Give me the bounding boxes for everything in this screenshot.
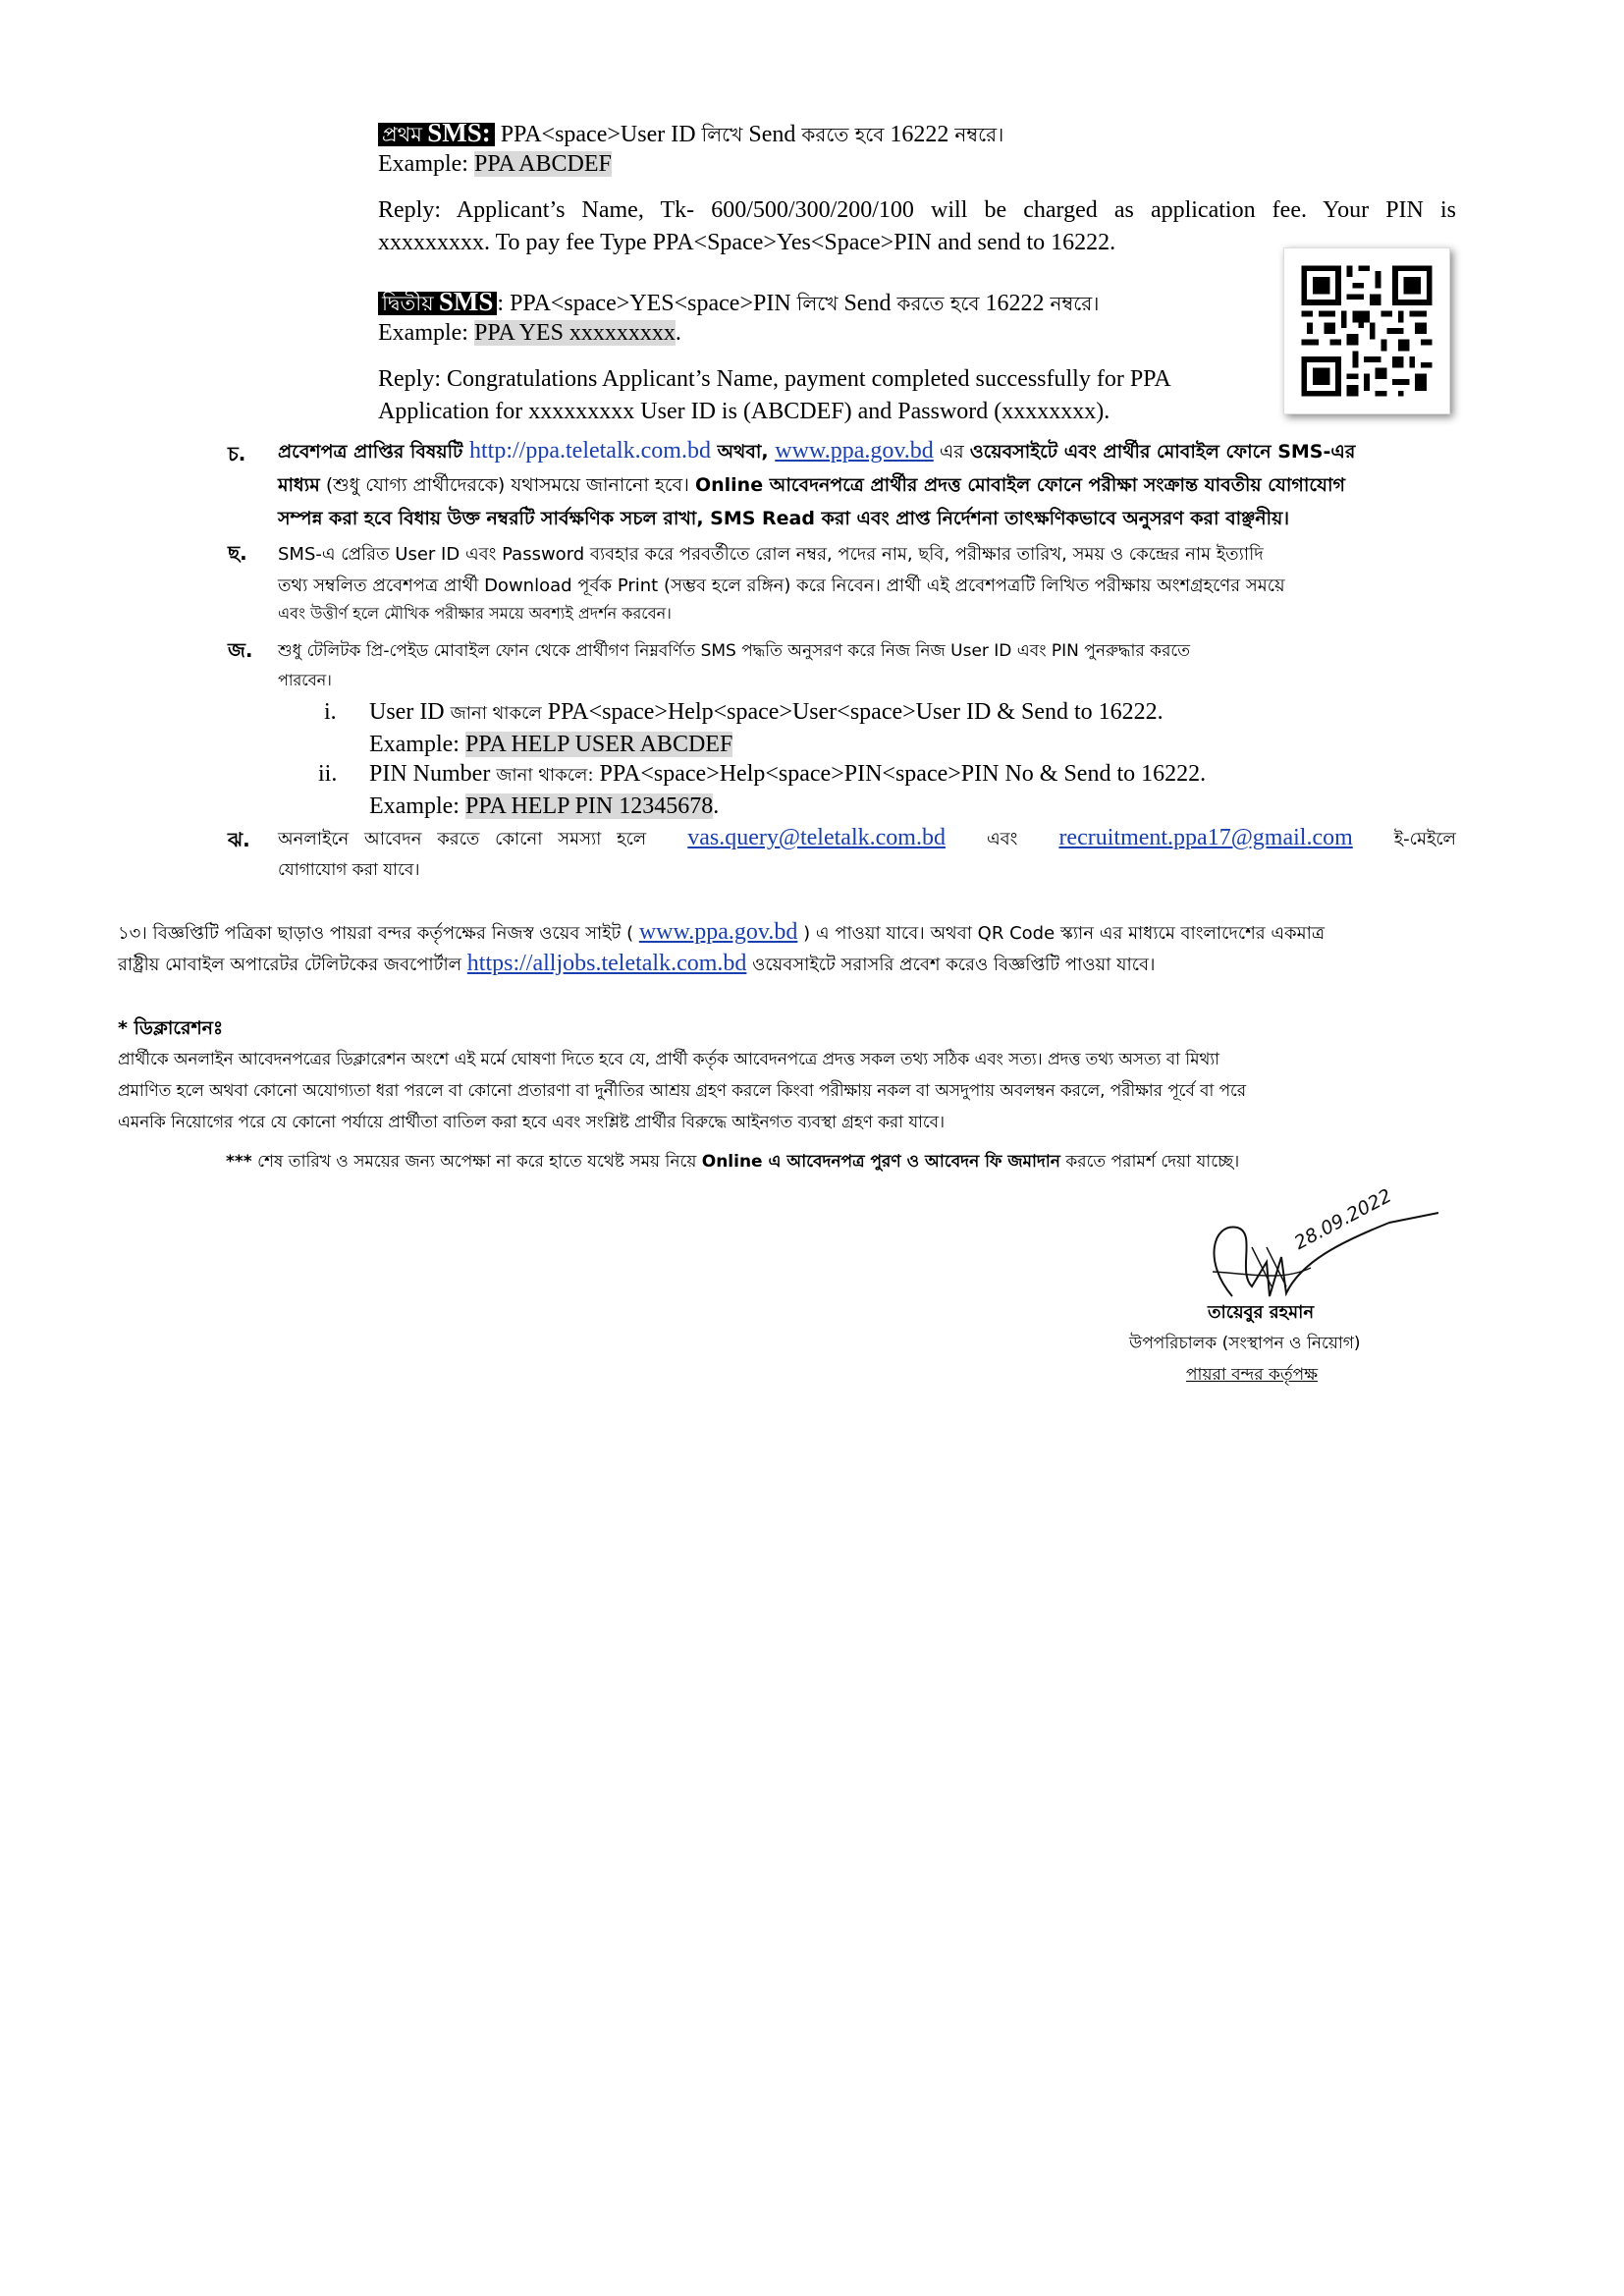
item-cha-line1: প্রবেশপত্র প্রাপ্তির বিষয়টি http://ppa.teletalk.com.bd অথবা, www.ppa.gov.bd এর ওয়েবসাইটে এবং প্রার্থীর মোবাইল ফোনে SMS-এর (278, 438, 1356, 464)
ppa-gmail-link[interactable]: recruitment.ppa17@gmail.com (1058, 825, 1353, 850)
item-jha-line2: যোগাযোগ করা যাবে। (278, 860, 420, 880)
sub-i-example-value: PPA HELP USER ABCDEF (464, 732, 733, 757)
ppa-gov-link[interactable]: www.ppa.gov.bd (775, 438, 934, 464)
qr-code-icon[interactable] (1283, 247, 1450, 414)
item-cha-marker: চ. (228, 442, 246, 465)
item-ja-marker: জ. (228, 638, 253, 662)
sub-ii-example-value: PPA HELP PIN 12345678 (464, 793, 714, 819)
para-13-line1: ১৩। বিজ্ঞপ্তিটি পত্রিকা ছাড়াও পায়রা বন্দর কর্তৃপক্ষের নিজস্ব ওয়েব সাইট ( www.ppa.gov.bd ) এ পাওয়া যাবে। অথবা QR Code স্ক্যান এর মাধ্যমে বাংলাদেশের একমাত্র (118, 919, 1326, 945)
sms-first-reply-line2: xxxxxxxxx. To pay fee Type PPA<Space>Yes<Space>PIN and send to 16222. (378, 230, 1116, 255)
item-ja-sub-i-example: Example: PPA HELP USER ABCDEF (369, 732, 733, 757)
signatory-designation: উপপরিচালক (সংস্থাপন ও নিয়োগ) (1129, 1334, 1361, 1353)
item-ja-sub-i-marker: i. (324, 699, 337, 725)
item-ja-line1: শুধু টেলিটক প্রি-পেইড মোবাইল ফোন থেকে প্রার্থীগণ নিম্নবর্ণিত SMS পদ্ধতি অনুসরণ করে নিজ নিজ User ID এবং PIN পুনরুদ্ধার করতে (278, 641, 1191, 661)
item-ja-sub-i: User ID জানা থাকলে PPA<space>Help<space>User<space>User ID & Send to 16222. (369, 699, 1164, 725)
sms-first-reply-line1: Reply: Applicant’s Name, Tk- 600/500/300/200/100 will be charged as application fee. Your PIN is (378, 197, 1456, 223)
item-ja-sub-ii: PIN Number জানা থাকলে: PPA<space>Help<space>PIN<space>PIN No & Send to 16222. (369, 761, 1207, 787)
sms-second-label: দ্বিতীয় SMS (378, 292, 497, 315)
sms-first-example: Example: PPA ABCDEF (378, 151, 612, 177)
sms-first-example-value: PPA ABCDEF (473, 151, 612, 177)
declaration-line3: এমনকি নিয়োগের পরে যে কোনো পর্যায়ে প্রার্থীতা বাতিল করা হবে এবং সংশ্লিষ্ট প্রার্থীর বিরুদ্ধে আইনগত ব্যবস্থা গ্রহণ করা যাবে। (118, 1112, 945, 1131)
advice-line: *** শেষ তারিখ ও সময়ের জন্য অপেক্ষা না করে হাতে যথেষ্ট সময় নিয়ে Online এ আবেদনপত্র পুরণ ও আবেদন ফি জমাদান করতে পরামর্শ দেয়া যাচ্ছে। (226, 1152, 1240, 1172)
declaration-heading: * ডিক্লারেশনঃ (118, 1017, 224, 1039)
sms-first-label: প্রথম SMS: (378, 123, 495, 146)
ppa-website-link[interactable]: www.ppa.gov.bd (638, 919, 798, 945)
item-chha-line2: তথ্য সম্বলিত প্রবেশপত্র প্রার্থী Download পূর্বক Print (সম্ভব হলে রঙ্গিন) করে নিবেন। প্রার্থী এই প্রবেশপত্রটি লিখিত পরীক্ষায় অংশগ্রহণের সময়ে (278, 575, 1285, 596)
signatory-name: তায়েবুর রহমান (1208, 1302, 1315, 1323)
sms-second-example: Example: PPA YES xxxxxxxxx. (378, 320, 681, 346)
sms-first-instruction: প্রথম SMS: PPA<space>User ID লিখে Send করতে হবে 16222 নম্বরে। (378, 118, 1003, 153)
para-13-line2: রাষ্ট্রীয় মোবাইল অপারেটর টেলিটকের জবপোর্টাল https://alljobs.teletalk.com.bd ওয়েবসাইটে সরাসরি প্রবেশ করেও বিজ্ঞপ্তিটি পাওয়া যাবে। (118, 951, 1156, 976)
item-jha-marker: ঝ. (228, 828, 250, 851)
item-cha-line3: সম্পন্ন করা হবে বিধায় উক্ত নম্বরটি সার্বক্ষণিক সচল রাখা, SMS Read করা এবং প্রাপ্ত নির্দেশনা তাৎক্ষণিকভাবে অনুসরণ করা বাঞ্ছনীয়। (278, 508, 1290, 529)
ppa-teletalk-link[interactable]: http://ppa.teletalk.com.bd (469, 438, 711, 464)
signature-date: 28.09.2022 (1290, 1184, 1396, 1254)
item-chha-marker: ছ. (228, 541, 247, 565)
item-jha-line1: অনলাইনে আবেদন করতে কোনো সমস্যা হলে vas.query@teletalk.com.bd এবং recruitment.ppa17@gmail.com ই-মেইলে (278, 825, 1456, 850)
sms-second-instruction: দ্বিতীয় SMS : PPA<space>YES<space>PIN লিখে Send করতে হবে 16222 নম্বরে। (378, 287, 1099, 322)
item-chha-line1: SMS-এ প্রেরিত User ID এবং Password ব্যবহার করে পরবর্তীতে রোল নম্বর, পদের নাম, ছবি, পরীক্ষার তারিখ, সময় ও কেন্দ্রের নাম ইত্যাদি (278, 544, 1264, 565)
sms-second-reply-line1: Reply: Congratulations Applicant’s Name, payment completed successfully for PPA (378, 366, 1171, 392)
declaration-line1: প্রার্থীকে অনলাইন আবেদনপত্রের ডিক্লারেশন অংশে এই মর্মে ঘোষণা দিতে হবে যে, প্রার্থী কর্তৃক আবেদনপত্রে প্রদত্ত সকল তথ্য সঠিক এবং সত্য। প্রদত্ত তথ্য অসত্য বা মিথ্যা (118, 1049, 1219, 1068)
item-ja-line2: পারবেন। (278, 671, 332, 689)
teletalk-email-link[interactable]: vas.query@teletalk.com.bd (687, 825, 946, 850)
item-cha-line2: মাধ্যম (শুধু যোগ্য প্রার্থীদেরকে) যথাসময়ে জানানো হবে। Online আবেদনপত্রে প্রার্থীর প্রদত্ত মোবাইল ফোনে পরীক্ষা সংক্রান্ত যাবতীয় যোগাযোগ (278, 474, 1345, 496)
item-ja-sub-ii-example: Example: PPA HELP PIN 12345678. (369, 793, 720, 819)
sms-second-reply-line2: Application for xxxxxxxxx User ID is (ABCDEF) and Password (xxxxxxxx). (378, 399, 1110, 424)
signatory-organization: পায়রা বন্দর কর্তৃপক্ষ (1186, 1365, 1318, 1385)
alljobs-teletalk-link[interactable]: https://alljobs.teletalk.com.bd (466, 951, 747, 976)
sms-second-example-value: PPA YES xxxxxxxxx (473, 320, 676, 346)
declaration-line2: প্রমাণিত হলে অথবা কোনো অযোগ্যতা ধরা পরলে বা কোনো প্রতারণা বা দুর্নীতির আশ্রয় গ্রহণ করলে কিংবা পরীক্ষায় নকল বা অসদুপায় অবলম্বন করলে, পরীক্ষার পূর্বে বা পরে (118, 1080, 1246, 1100)
item-chha-line3: এবং উত্তীর্ণ হলে মৌখিক পরীক্ষার সময়ে অবশ্যই প্রদর্শন করবেন। (278, 604, 672, 623)
item-ja-sub-ii-marker: ii. (318, 761, 338, 787)
